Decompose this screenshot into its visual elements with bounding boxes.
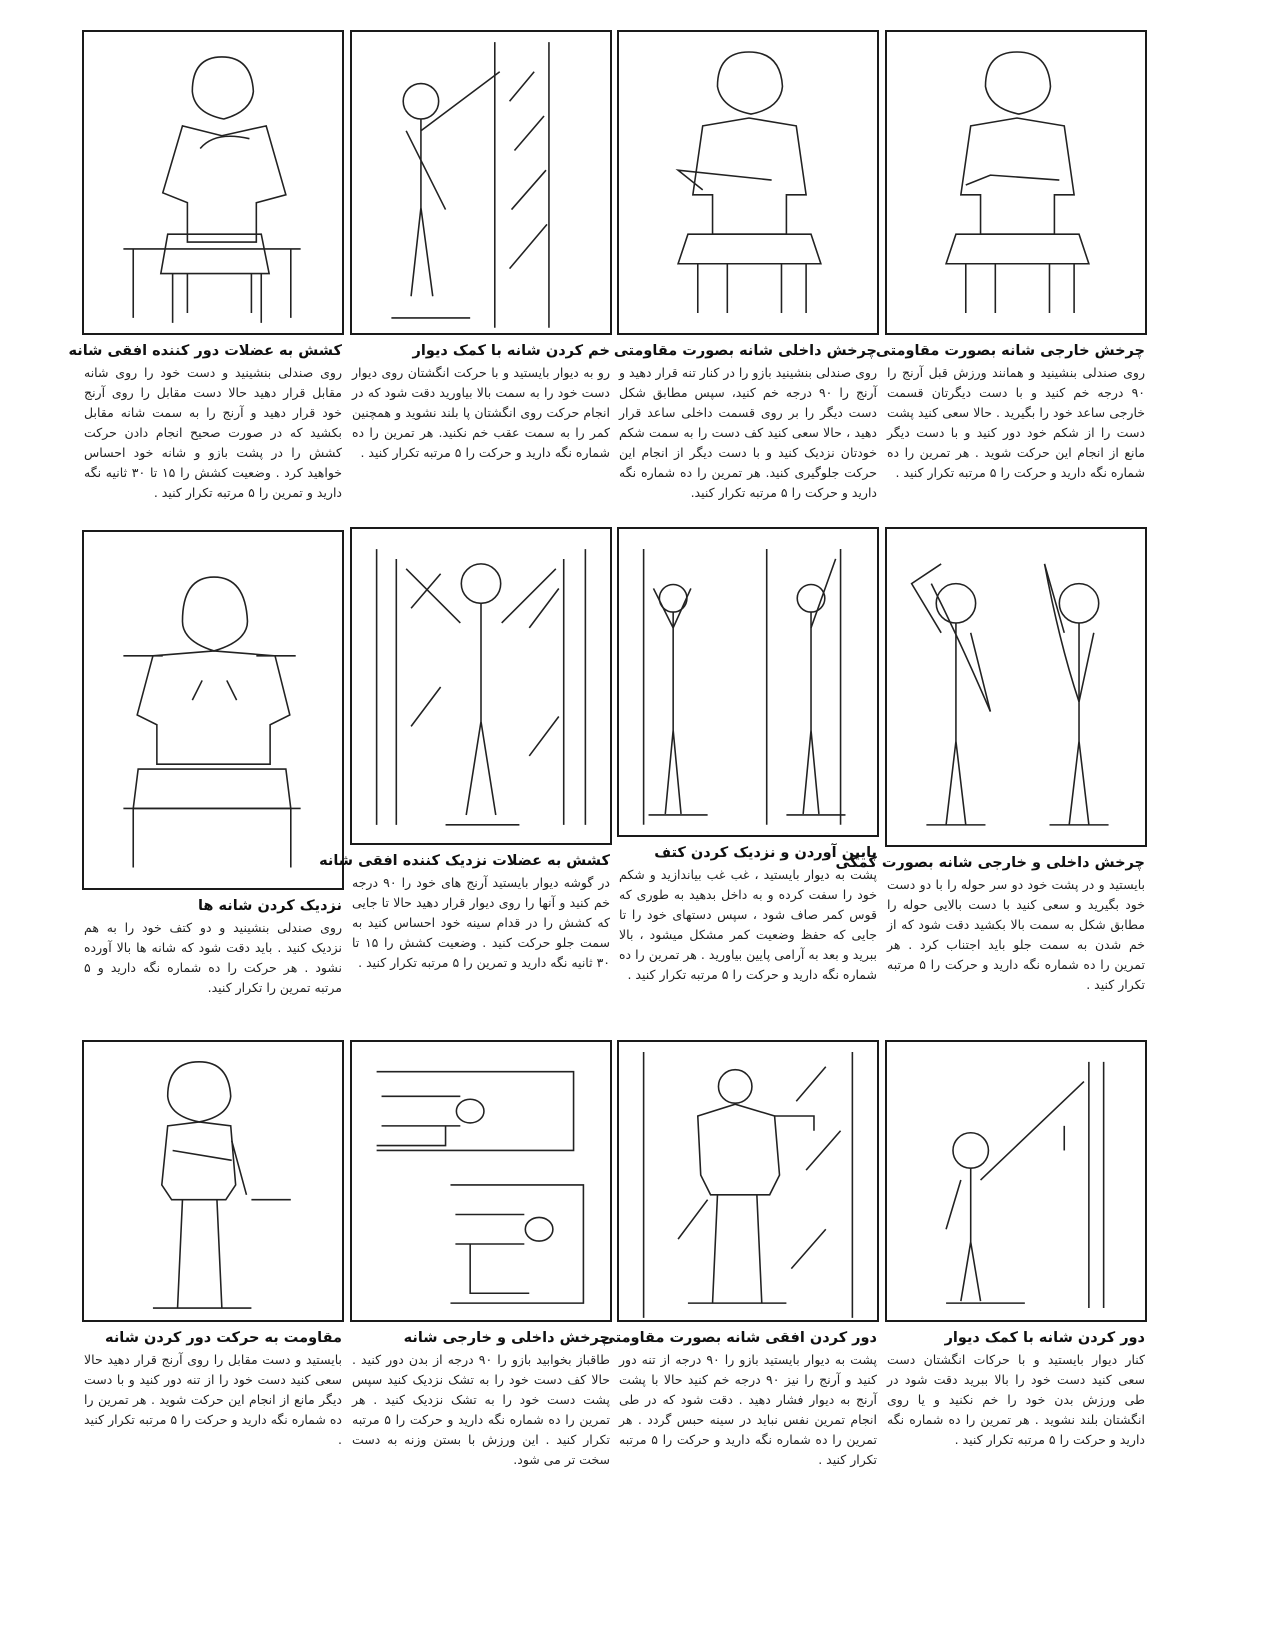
resisted-abduction-illustration <box>84 1042 342 1320</box>
exercise-title: چرخش داخلی و خارجی شانه <box>403 1330 610 1346</box>
exercise-description: روی صندلی بنشینید و همانند ورزش قبل آرنج را ۹۰ درجه خم کنید و با دست دیگرتان قسمت خارجی ساعد خود را بگیرید . حالا سعی کنید پشت دست را از شکم خود دور کنید و با دست دیگر مانع از انجام این حرکت شوید . هر تمرین را ده شماره نگه دارید و حرکت را ۵ مرتبه تکرار کنید . <box>887 365 1145 480</box>
exercise-card <box>319 527 612 973</box>
exercise-title: چرخش داخلی و خارجی شانه بصورت کمکی <box>835 855 1145 871</box>
exercise-card <box>885 1040 1147 1450</box>
exercise-title: چرخش خارجی شانه بصورت مقاومتی <box>875 343 1145 359</box>
exercise-title: کشش به عضلات دور کننده افقی شانه <box>68 343 342 359</box>
exercise-title: خم کردن شانه با کمک دیوار <box>412 343 610 359</box>
exercise-title: نزدیک کردن شانه ها <box>197 898 342 914</box>
exercise-title: دور کردن شانه با کمک دیوار <box>944 1330 1145 1346</box>
exercise-description: روی صندلی بنشینید و دو کتف خود را به هم نزدیک کنید . باید دقت شود که شانه ها بالا آورده نشود . هر حرکت را ده شماره نگه دارید و ۵ مرتبه تمرین را تکرار کنید. <box>84 920 342 995</box>
illustration-frame <box>82 1040 344 1322</box>
exercise-description: در گوشه دیوار بایستید آرنج های خود را ۹۰ درجه خم کنید و آنها را روی دیوار قرار دهید حالا تا جایی که کشش را در قدام سینه خود احساس کنید به سمت جلو حرکت کنید . وضعیت کشش را ۱۵ تا ۳۰ ثانیه نگه دارید و تمرین را ۵ مرتبه تکرار کنید . <box>352 875 610 970</box>
towel-rotation-illustration <box>887 529 1145 845</box>
exercise-card <box>875 30 1147 483</box>
exercise-card <box>350 1040 612 1470</box>
illustration-frame <box>885 1040 1147 1322</box>
illustration-frame <box>82 30 344 335</box>
exercise-card <box>82 530 344 998</box>
illustration-frame <box>350 527 612 845</box>
exercise-description: رو به دیوار بایستید و با حرکت انگشتان روی دیوار دست خود را به سمت بالا بیاورید دقت شود که در انجام حرکت روی انگشتان پا بلند نشوید و همچنین کمر را به سمت عقب خم نکنید. هر تمرین را ده شماره نگه دارید و حرکت را ۵ مرتبه تکرار کنید . <box>352 365 610 460</box>
exercise-title: چرخش داخلی شانه بصورت مقاومتی <box>613 343 877 359</box>
exercise-title: مقاومت به حرکت دور کردن شانه <box>105 1330 342 1346</box>
illustration-frame <box>617 527 879 837</box>
illustration-frame <box>885 527 1147 847</box>
exercise-description: کنار دیوار بایستید و با حرکات انگشتان دست سعی کنید دست خود را بالا ببرید دقت شود در طی ورزش بدن خود را خم نکنید و یا روی انگشتان بلند نشوید . هر تمرین را ده شماره نگه دارید و حرکت را ۵ مرتبه تکرار کنید . <box>887 1352 1145 1447</box>
exercise-title: پایین آوردن و نزدیک کردن کتف <box>654 845 877 861</box>
exercise-card <box>350 30 612 463</box>
exercise-description: پشت به دیوار بایستید بازو را ۹۰ درجه از تنه دور کنید و آرنج را نیز ۹۰ درجه خم کنید حالا با پشت آرنج به دیوار فشار دهید . دقت شود که در طی انجام تمرین نفس نباید در سینه حبس گردد . هر تمرین را ده شماره نگه دارید و حرکت را ۵ مرتبه تکرار کنید . <box>619 1352 877 1467</box>
exercise-description: بایستید و دست مقابل را روی آرنج قرار دهید حالا سعی کنید دست خود را از تنه دور کنید و با دست دیگر مانع از انجام این حرکت شوید . هر تمرین را ده شماره نگه دارید و حرکت را ۵ مرتبه تکرار کنید . <box>84 1352 342 1447</box>
exercise-description: روی صندلی بنشینید بازو را در کنار تنه قرار دهید و آرنج را ۹۰ درجه خم کنید، سپس مطابق شکل دست دیگر را بر روی قسمت داخلی ساعد قرار دهید ، حالا سعی کنید کف دست را به سمت شکم خودتان نزدیک کنید و با دست دیگر از انجام این حرکت جلوگیری کنید. هر تمرین را ده شماره نگه دارید و حرکت را ۵ مرتبه تکرار کنید. <box>619 365 878 500</box>
exercise-card <box>835 527 1147 995</box>
scapular-depression-illustration <box>619 529 877 835</box>
illustration-frame <box>350 30 612 335</box>
corner-chest-stretch-illustration <box>352 529 610 843</box>
exercise-description: روی صندلی بنشینید و دست خود را روی شانه مقابل قرار دهید حالا دست مقابل را روی آرنج خود قرار دهید و آرنج را به سمت شانه مقابل بکشید که در صورت صحیح انجام دادن حرکت کشش را در پشت بازو و شانه خود احساس خواهید کرد . وضعیت کشش را ۱۵ تا ۳۰ ثانیه نگه دارید و تمرین را ۵ مرتبه تکرار کنید . <box>84 365 343 500</box>
illustration-frame <box>350 1040 612 1322</box>
seated-scapular-retraction-illustration <box>84 532 342 888</box>
illustration-frame <box>82 530 344 890</box>
exercise-card <box>613 30 879 503</box>
seated-horizontal-abductor-stretch-illustration <box>84 32 342 333</box>
exercise-title: کشش به عضلات نزدیک کننده افقی شانه <box>319 853 610 869</box>
supine-rotation-illustration <box>352 1042 610 1320</box>
seated-external-rotation-illustration <box>887 32 1145 333</box>
exercise-card <box>600 1040 879 1470</box>
seated-internal-rotation-illustration <box>619 32 877 333</box>
exercise-card <box>617 527 879 985</box>
exercise-card <box>68 30 344 503</box>
horizontal-abduction-wall-illustration <box>619 1042 877 1320</box>
exercise-description: طاقباز بخوابید بازو را ۹۰ درجه از بدن دور کنید . حالا کف دست خود را به تشک نزدیک کنید سپس پشت دست خود را به تشک نزدیک کنید . هر تمرین را ده شماره نگه دارید و حرکت را ۵ مرتبه تکرار کنید . این ورزش با بستن وزنه به دست سخت تر می شود. <box>352 1352 610 1467</box>
exercise-card <box>82 1040 344 1450</box>
wall-flexion-illustration <box>352 32 610 333</box>
exercise-description: بایستید و در پشت خود دو سر حوله را با دو دست خود بگیرید و سعی کنید با دست بالایی حوله را مطابق شکل به سمت بالا بکشید دقت شود که از خم شدن به سمت جلو باید اجتناب کرد . هر تمرین را ده شماره نگه دارید و حرکت را ۵ مرتبه تکرار کنید . <box>887 877 1145 992</box>
wall-abduction-illustration <box>887 1042 1145 1320</box>
illustration-frame <box>885 30 1147 335</box>
illustration-frame <box>617 1040 879 1322</box>
exercise-title: دور کردن افقی شانه بصورت مقاومتی <box>600 1330 877 1346</box>
illustration-frame <box>617 30 879 335</box>
exercise-description: پشت به دیوار بایستید ، غب غب بیاندازید و شکم خود را سفت کرده و به داخل بدهید به طوری که قوس کمر صاف شود ، سپس دستهای خود را تا جایی که حفظ وضعیت کمر مشکل میشود ، بالا ببرید و بعد به آرامی پایین بیاورید . هر تمرین را ده شماره نگه دارید و حرکت را ۵ مرتبه تکرار کنید . <box>619 867 877 982</box>
